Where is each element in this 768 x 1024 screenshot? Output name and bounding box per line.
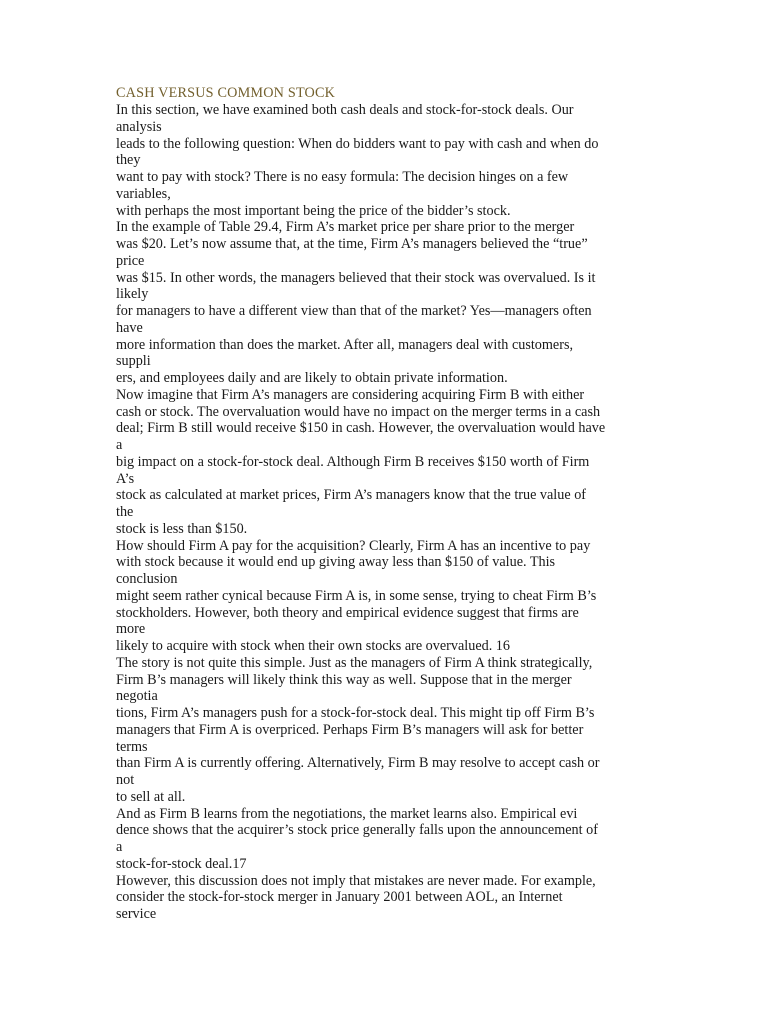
text-line: negotia xyxy=(116,688,158,705)
text-line: consider the stock-for-stock merger in January 2001 between AOL, an Internet xyxy=(116,889,563,906)
text-line: stock-for-stock deal.17 xyxy=(116,855,247,872)
text-line: suppli xyxy=(116,353,151,370)
text-line: likely to acquire with stock when their own stocks are overvalued. 16 xyxy=(116,638,510,654)
text-line: variables, xyxy=(116,185,171,202)
text-line: leads to the following question: When do bidders want to pay with cash and when do xyxy=(116,135,599,152)
text-line: with perhaps the most important being the price of the bidder’s stock. xyxy=(116,202,511,219)
text-line: ers, and employees daily and are likely to obtain private information. xyxy=(116,370,508,386)
text-line: more xyxy=(116,621,146,638)
text-line: terms xyxy=(116,738,148,755)
text-line: big impact on a stock-for-stock deal. Although Firm B receives $150 worth of Firm xyxy=(116,453,590,470)
text-line: deal; Firm B still would receive $150 in cash. However, the overvaluation would have xyxy=(116,420,606,437)
text-line: And as Firm B learns from the negotiations, the market learns also. Empirical evi xyxy=(116,805,578,822)
body-text xyxy=(116,102,662,923)
text-line: a xyxy=(116,437,123,453)
text-line: stock is less than $150. xyxy=(116,520,248,537)
text-line: analysis xyxy=(116,118,162,135)
text-line: to sell at all. xyxy=(116,788,186,805)
text-line: more information than does the market. After all, managers deal with customers, xyxy=(116,336,574,353)
text-line: tions, Firm A’s managers push for a stock-for-stock deal. This might tip off Firm B’s xyxy=(116,705,595,721)
text-line: managers that Firm A is overpriced. Perhaps Firm B’s managers will ask for better xyxy=(116,721,584,738)
document-page xyxy=(116,85,662,923)
text-line: However, this discussion does not imply that mistakes are never made. For example, xyxy=(116,872,596,889)
text-line: stockholders. However, both theory and empirical evidence suggest that firms are xyxy=(116,604,579,621)
text-line: than Firm A is currently offering. Alternatively, Firm B may resolve to accept cash or xyxy=(116,755,600,772)
text-line: not xyxy=(116,772,135,788)
text-line: dence shows that the acquirer’s stock price generally falls upon the announcement of xyxy=(116,822,598,839)
text-line: might seem rather cynical because Firm A is, in some sense, trying to cheat Firm B’s xyxy=(116,587,597,604)
text-line: was $20. Let’s now assume that, at the time, Firm A’s managers believed the “true” xyxy=(116,236,588,252)
text-line: a xyxy=(116,839,123,855)
text-line: was $15. In other words, the managers believed that their stock was overvalued. Is it xyxy=(116,269,596,286)
text-line: want to pay with stock? There is no easy formula: The decision hinges on a few xyxy=(116,169,569,185)
text-line: How should Firm A pay for the acquisition? Clearly, Firm A has an incentive to pay xyxy=(116,537,591,554)
text-line: A’s xyxy=(116,470,135,487)
section-heading: CASH VERSUS COMMON STOCK xyxy=(116,85,336,101)
text-line: conclusion xyxy=(116,571,178,587)
text-line: the xyxy=(116,504,134,520)
text-line: with stock because it would end up giving away less than $150 of value. This xyxy=(116,554,556,571)
text-line: stock as calculated at market prices, Firm A’s managers know that the true value of xyxy=(116,487,587,504)
text-line: cash or stock. The overvaluation would have no impact on the merger terms in a cash xyxy=(116,403,601,420)
text-line: have xyxy=(116,319,143,336)
text-line: price xyxy=(116,252,145,269)
text-line: In this section, we have examined both cash deals and stock-for-stock deals. Our xyxy=(116,102,574,118)
text-line: service xyxy=(116,906,157,922)
text-line: they xyxy=(116,152,141,169)
text-line: Firm B’s managers will likely think this way as well. Suppose that in the merger xyxy=(116,671,572,688)
text-line: In the example of Table 29.4, Firm A’s market price per share prior to the merger xyxy=(116,219,575,236)
text-line: The story is not quite this simple. Just as the managers of Firm A think strategically, xyxy=(116,654,593,671)
text-line: Now imagine that Firm A’s managers are considering acquiring Firm B with either xyxy=(116,386,585,403)
text-line: for managers to have a different view than that of the market? Yes—managers often xyxy=(116,303,592,319)
text-line: likely xyxy=(116,286,149,303)
